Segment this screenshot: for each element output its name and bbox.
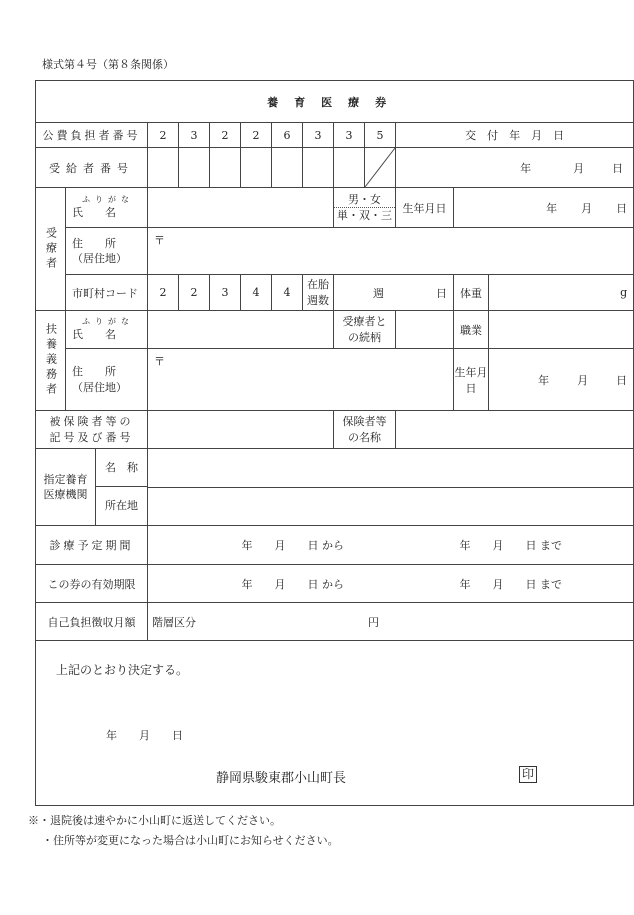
issue-date-label: 交 付 年 月 日 <box>396 123 634 148</box>
form-title: 養育医療券 <box>36 81 634 123</box>
recipient-number-label: 受給者番号 <box>36 148 148 188</box>
insured-symbol-field[interactable] <box>148 411 334 449</box>
patient-name-label: ふりがな 氏 名 <box>66 188 148 228</box>
city-code-digit: 4 <box>272 275 303 311</box>
guardian-address-label: 住 所 （居住地） <box>66 349 148 411</box>
institution-label: 指定養育 医療機関 <box>36 449 96 525</box>
city-code-label: 市町村コード <box>66 275 148 311</box>
insurer-name-field[interactable] <box>396 411 634 449</box>
insured-symbol-label: 被保険者等の 記号及び番号 <box>36 411 148 449</box>
issuer-name: 静岡県駿東郡小山町長 <box>216 771 347 786</box>
recipient-digit-box[interactable] <box>303 148 334 188</box>
issue-date-field[interactable] <box>396 148 634 188</box>
patient-section-label: 受療者 <box>36 188 66 311</box>
institution-name-label: 名 称 <box>96 449 147 487</box>
burden-digit: 2 <box>210 123 241 148</box>
postal-mark: 〒 <box>154 355 165 368</box>
city-code-digit: 2 <box>148 275 179 311</box>
recipient-check-slash <box>365 148 396 188</box>
decision-text: 上記のとおり決定する。 <box>56 663 189 677</box>
copay-field[interactable] <box>148 603 634 641</box>
patient-sex-birthtype[interactable]: 男・女 単・双・三 <box>334 188 396 228</box>
patient-address-field[interactable] <box>148 228 634 275</box>
burden-digit: 3 <box>334 123 365 148</box>
institution-location-field[interactable] <box>148 488 634 526</box>
city-code-digit: 3 <box>210 275 241 311</box>
decision-date: 年 月 日 <box>106 729 183 742</box>
burden-digit: 3 <box>303 123 334 148</box>
burden-digit: 5 <box>365 123 396 148</box>
burden-number-label: 公費負担者番号 <box>36 123 148 148</box>
city-code-digit: 4 <box>241 275 272 311</box>
treatment-from: 年 月 日 から <box>241 539 344 552</box>
issue-year: 年 <box>520 161 532 175</box>
form-number: 様式第４号（第８条関係） <box>42 58 174 71</box>
weight-label: 体重 <box>454 275 489 311</box>
institution-label-block <box>36 449 148 512</box>
weeks-unit: 週 <box>373 286 384 300</box>
patient-birth-day: 日 <box>616 201 628 215</box>
burden-digit: 2 <box>241 123 272 148</box>
decision-block <box>36 641 634 806</box>
postal-mark: 〒 <box>154 234 165 247</box>
guardian-birthdate-field[interactable] <box>489 349 634 411</box>
guardian-name-field[interactable] <box>148 311 334 349</box>
note-return: ※・退院後は速やかに小山町に返送してください。 <box>28 814 281 827</box>
institution-name-field[interactable] <box>148 449 634 488</box>
treatment-period-field[interactable] <box>148 526 634 565</box>
institution-location-label: 所在地 <box>105 499 138 512</box>
patient-birth-year: 年 <box>546 201 558 215</box>
relation-field[interactable] <box>396 311 454 349</box>
guardian-address-field[interactable] <box>148 349 454 411</box>
relation-label: 受療者と の続柄 <box>334 311 396 349</box>
issue-day: 日 <box>612 161 624 175</box>
recipient-digit-box[interactable] <box>272 148 303 188</box>
guardian-name-label: ふりがな 氏 名 <box>66 311 148 349</box>
guardian-birth-year: 年 <box>538 373 550 387</box>
insurer-name-label: 保険者等 の名称 <box>334 411 396 449</box>
recipient-digit-box[interactable] <box>210 148 241 188</box>
note-address-change: ・住所等が変更になった場合は小山町にお知らせください。 <box>42 834 339 847</box>
patient-birthdate-field[interactable] <box>454 188 634 228</box>
gestation-field[interactable] <box>334 275 454 311</box>
tier-label: 階層区分 <box>152 615 196 629</box>
days-unit: 日 <box>436 286 447 300</box>
weight-field[interactable] <box>489 275 634 311</box>
patient-birthdate-label: 生年月日 <box>396 188 454 228</box>
recipient-digit-box[interactable] <box>148 148 179 188</box>
validity-period-field[interactable] <box>148 565 634 603</box>
validity-from: 年 月 日 から <box>241 577 344 591</box>
occupation-field[interactable] <box>489 311 634 349</box>
validity-to: 年 月 日 まで <box>459 577 562 591</box>
seal-mark: 印 <box>519 766 537 783</box>
treatment-to: 年 月 日 まで <box>459 539 562 552</box>
burden-digit: 2 <box>148 123 179 148</box>
guardian-birthdate-label: 生年月日 <box>454 349 489 411</box>
guardian-section-label: 扶養義務者 <box>36 311 66 411</box>
patient-address-label: 住 所 （居住地） <box>66 228 148 275</box>
patient-birth-month: 月 <box>581 201 593 215</box>
patient-name-field[interactable] <box>148 188 334 228</box>
recipient-digit-box[interactable] <box>334 148 365 188</box>
guardian-birth-month: 月 <box>577 373 589 387</box>
issue-month: 月 <box>573 161 585 175</box>
guardian-birth-day: 日 <box>616 373 628 387</box>
medical-voucher-form <box>35 80 634 806</box>
recipient-digit-box[interactable] <box>241 148 272 188</box>
yen-unit: 円 <box>368 615 379 629</box>
burden-digit: 3 <box>179 123 210 148</box>
recipient-digit-box[interactable] <box>179 148 210 188</box>
weight-unit: g <box>620 286 628 299</box>
copay-label: 自己負担徴収月額 <box>36 603 148 641</box>
city-code-digit: 2 <box>179 275 210 311</box>
validity-period-label: この券の有効期限 <box>36 565 148 603</box>
treatment-period-label: 診療予定期間 <box>36 526 148 565</box>
occupation-label: 職業 <box>454 311 489 349</box>
burden-digit: 6 <box>272 123 303 148</box>
gestation-label: 在胎 週数 <box>303 275 334 311</box>
